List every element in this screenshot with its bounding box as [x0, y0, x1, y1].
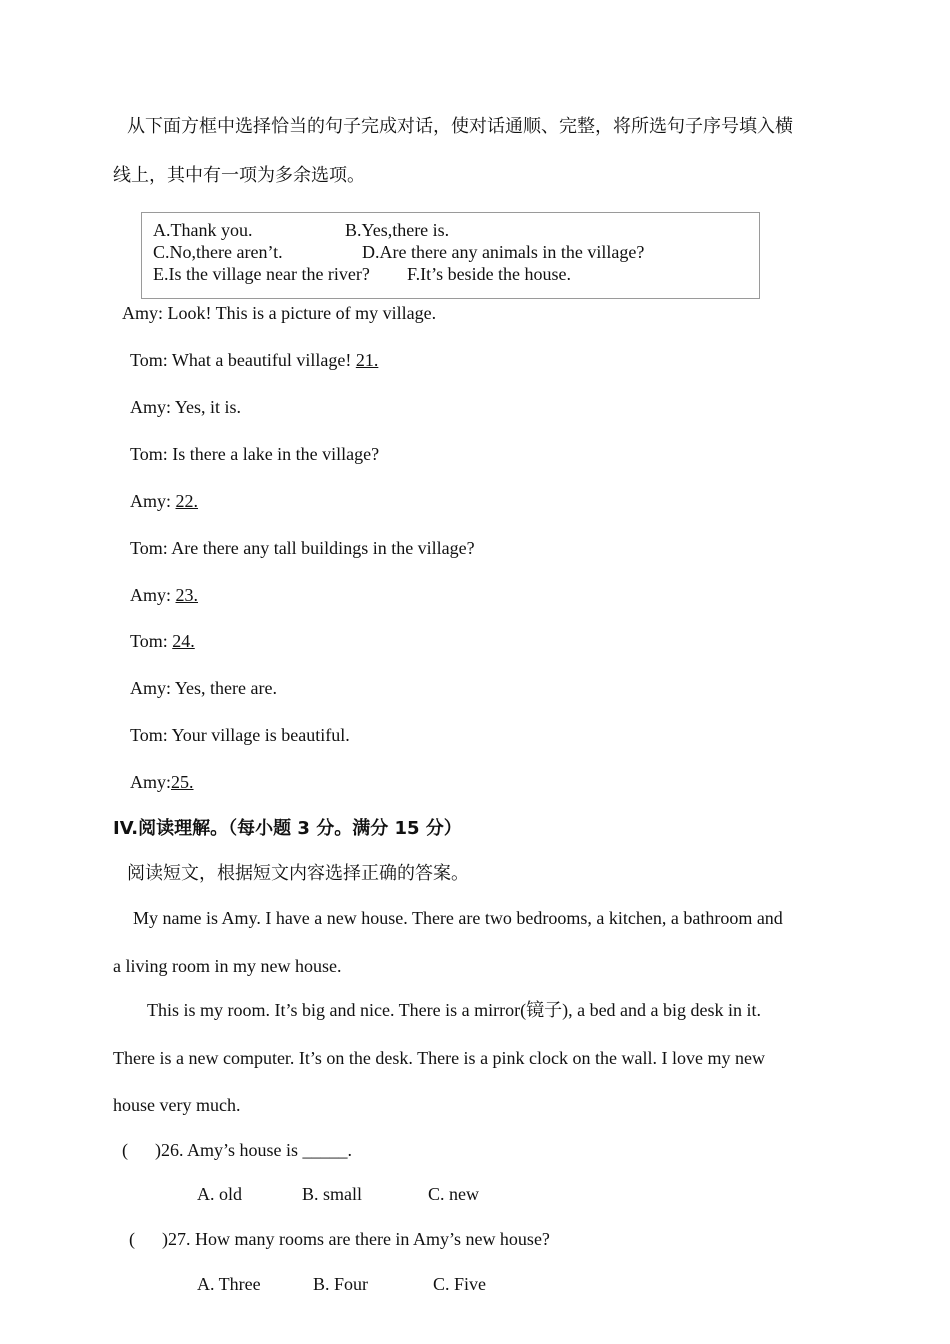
dialogue-line: Amy: Yes, there are. [130, 678, 277, 698]
question-27: ( )27. How many rooms are there in Amy’s new house? [129, 1229, 550, 1249]
dialogue-line: Amy:25. [130, 772, 194, 792]
section-instruction: 阅读短文，根据短文内容选择正确的答案。 [127, 863, 469, 884]
dialogue-line: Tom: Is there a lake in the village? [130, 444, 380, 464]
instruction-line-2: 线上，其中有一项为多余选项。 [113, 165, 365, 186]
dialogue-line: Amy: Look! This is a picture of my village. [122, 303, 437, 323]
dialogue-line: Tom: Are there any tall buildings in the village? [130, 538, 475, 558]
answer-blank[interactable]: 22. [175, 491, 199, 511]
instruction-line-1: 从下面方框中选择恰当的句子完成对话，使对话通顺、完整，将所选句子序号填入横 [127, 116, 793, 137]
question-27-choice-c: C. Five [433, 1274, 487, 1294]
dialogue-line: Tom: 24. [130, 631, 195, 651]
option-e: E.Is the village near the river? [153, 264, 370, 284]
dialogue-line: Amy: 22. [130, 491, 199, 511]
question-26-choice-a: A. old [197, 1184, 242, 1204]
section-heading: IV.阅读理解。（每小题 3 分。满分 15 分） [113, 818, 462, 839]
answer-blank[interactable]: 21. [355, 350, 379, 370]
dialogue-line: Tom: Your village is beautiful. [130, 725, 350, 745]
dialogue-line: Amy: Yes, it is. [130, 397, 242, 417]
answer-paren[interactable]: ( ) [122, 1140, 161, 1160]
answer-blank[interactable]: 23. [175, 585, 199, 605]
question-26-choice-c: C. new [428, 1184, 479, 1204]
question-26: ( )26. Amy’s house is _____. [122, 1140, 353, 1160]
question-26-choice-b: B. small [302, 1184, 363, 1204]
option-c: C.No,there aren’t. [153, 242, 283, 262]
dialogue-line: Tom: What a beautiful village! 21. [130, 350, 379, 370]
option-f: F.It’s beside the house. [407, 264, 572, 284]
option-a: A.Thank you. [153, 220, 253, 240]
passage-line: house very much. [113, 1095, 241, 1115]
answer-paren[interactable]: ( ) [129, 1229, 168, 1249]
passage-line: This is my room. It’s big and nice. There is a mirror(镜子), a bed and a big desk in it. [147, 1000, 762, 1020]
option-b: B.Yes,there is. [345, 220, 450, 240]
option-d: D.Are there any animals in the village? [362, 242, 645, 262]
question-27-choice-a: A. Three [197, 1274, 261, 1294]
passage-line: There is a new computer. It’s on the desk. There is a pink clock on the wall. I love my new [113, 1048, 765, 1068]
passage-line: My name is Amy. I have a new house. There are two bedrooms, a kitchen, a bathroom and [133, 908, 783, 928]
answer-blank[interactable]: 24. [172, 631, 195, 651]
dialogue-line: Amy: 23. [130, 585, 199, 605]
options-box [141, 212, 760, 299]
answer-blank[interactable]: 25. [171, 772, 194, 792]
question-27-choice-b: B. Four [313, 1274, 369, 1294]
passage-line: a living room in my new house. [113, 956, 342, 976]
